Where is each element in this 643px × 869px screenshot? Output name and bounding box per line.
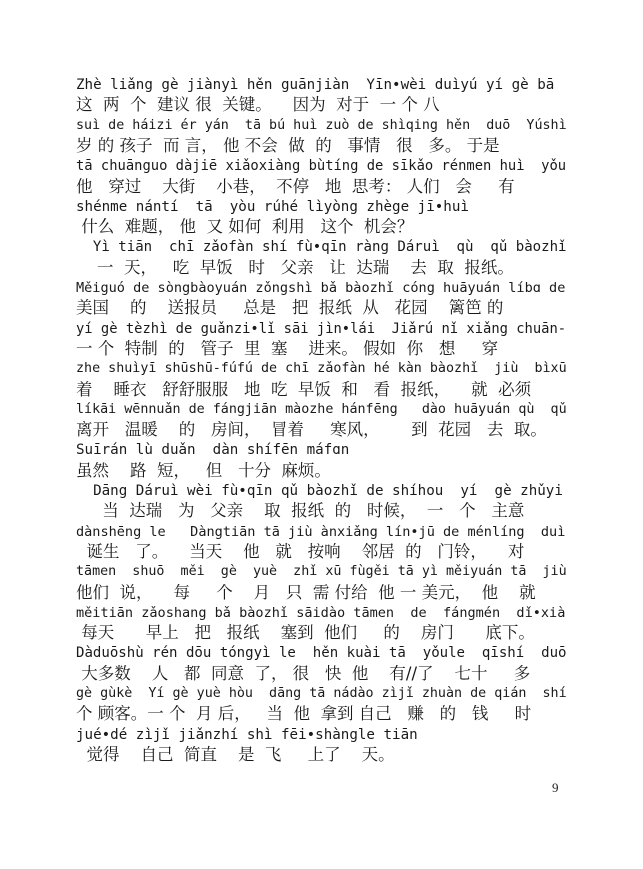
hanzi-text: 着 睡衣 舒舒服服 地 吃 早饭 和 看 报纸， 就 必须 bbox=[76, 379, 532, 399]
pinyin-line bbox=[0, 115, 643, 137]
pinyin-line bbox=[0, 277, 643, 299]
hanzi-line bbox=[0, 257, 643, 279]
pinyin-line bbox=[0, 602, 643, 624]
hanzi-text: 当 达瑞 为 父亲 取 报纸 的 时候， 一 个 主意 bbox=[76, 501, 525, 521]
hanzi-text: 诞生 了。 当天 他 就 按响 邻居 的 门铃， 对 bbox=[76, 541, 525, 561]
pinyin-line bbox=[0, 724, 643, 746]
pinyin-line bbox=[0, 196, 643, 218]
pinyin-text: Yì tiān chī zǎofàn shí fù•qīn ràng Dáruì qù qǔ bàozhǐ bbox=[76, 239, 567, 256]
pinyin-text: jué•dé zìjǐ jiǎnzhí shì fēi•shàngle tiān bbox=[76, 726, 418, 743]
hanzi-text: 什么 难题， 他 又 如何 利用 这个 机会？ bbox=[76, 217, 414, 237]
hanzi-text: 一 天， 吃 早饭 时 父亲 让 达瑞 去 取 报纸。 bbox=[76, 257, 514, 277]
hanzi-line bbox=[0, 297, 643, 319]
hanzi-line bbox=[0, 94, 643, 116]
pinyin-line bbox=[0, 318, 643, 340]
hanzi-line bbox=[0, 744, 643, 766]
pinyin-line bbox=[0, 683, 643, 705]
hanzi-text: 个 顾客。一 个 月 后， 当 他 拿到 自己 赚 的 钱 时 bbox=[76, 704, 532, 724]
hanzi-line bbox=[0, 582, 643, 604]
hanzi-line bbox=[0, 419, 643, 441]
pinyin-line bbox=[0, 642, 643, 664]
pinyin-line bbox=[0, 439, 643, 461]
hanzi-line bbox=[0, 216, 643, 238]
pinyin-text: tāmen shuō měi gè yuè zhǐ xū fùgěi tā yì měiyuán tā jiù bbox=[76, 564, 567, 580]
hanzi-line bbox=[0, 663, 643, 685]
hanzi-text: 美国 的 送报员 总是 把 报纸 从 花园 篱笆 的 bbox=[76, 298, 504, 318]
pinyin-text: yí gè tèzhì de guǎnzi•lǐ sāi jìn•lái Jiǎrú nǐ xiǎng chuān- bbox=[76, 320, 567, 337]
hanzi-text: 虽然 路 短， 但 十分 麻烦。 bbox=[76, 460, 331, 480]
pinyin-text: Dāng Dáruì wèi fù•qīn qǔ bàozhǐ de shíhou yí gè zhǔyi bbox=[76, 483, 563, 499]
pinyin-line bbox=[0, 155, 643, 177]
hanzi-text: 一 个 特制 的 管子 里 塞 进来。 假如 你 想 穿 bbox=[76, 338, 499, 358]
hanzi-line bbox=[0, 622, 643, 644]
pinyin-text: líkāi wēnnuǎn de fángjiān màozhe hánfēng dào huāyuán qù qǔ bbox=[76, 401, 567, 417]
pinyin-line bbox=[0, 561, 643, 583]
hanzi-line bbox=[0, 703, 643, 725]
pinyin-text: zhe shuìyī shūshū-fúfú de chī zǎofàn hé kàn bàozhǐ jiù bìxū bbox=[76, 361, 567, 377]
pinyin-line bbox=[0, 521, 643, 543]
hanzi-text: 他 穿过 大街 小巷， 不停 地 思考： 人们 会 有 bbox=[76, 176, 515, 196]
hanzi-line bbox=[0, 176, 643, 198]
pinyin-text: Dàduōshù rén dōu tóngyì le hěn kuài tā yǒule qīshí duō bbox=[76, 645, 567, 662]
hanzi-line bbox=[0, 135, 643, 157]
hanzi-text: 觉得 自己 简直 是 飞 上了 天。 bbox=[76, 744, 395, 764]
hanzi-text: 这 两 个 建议 很 关键。 因为 对于 一 个 八 bbox=[76, 95, 440, 115]
hanzi-line bbox=[0, 338, 643, 360]
hanzi-line bbox=[0, 500, 643, 522]
pinyin-line bbox=[0, 480, 643, 502]
hanzi-line bbox=[0, 379, 643, 401]
pinyin-text: gè gùkè Yí gè yuè hòu dāng tā nádào zìjǐ zhuàn de qián shí bbox=[76, 686, 567, 701]
pinyin-text: Měiguó de sòngbàoyuán zǒngshì bǎ bàozhǐ cóng huāyuán líbɑ de bbox=[76, 280, 566, 296]
hanzi-text: 每天 早上 把 报纸 塞到 他们 的 房门 底下。 bbox=[76, 623, 535, 643]
pinyin-text: dànshēng le Dàngtiān tā jiù ànxiǎng lín•jū de ménlíng duì bbox=[76, 523, 566, 540]
hanzi-text: 他们 说， 每 个 月 只 需 付给 他 一 美元， 他 就 bbox=[76, 582, 536, 602]
pinyin-line bbox=[0, 74, 643, 96]
hanzi-line bbox=[0, 541, 643, 563]
pinyin-line bbox=[0, 236, 643, 258]
hanzi-text: 岁 的 孩子 而 言， 他 不会 做 的 事情 很 多。 于是 bbox=[76, 135, 500, 155]
pinyin-text: suì de háizi ér yán tā bú huì zuò de shìqing hěn duō Yúshì bbox=[76, 117, 567, 133]
pinyin-text: tā chuānguo dàjiē xiǎoxiàng bùtíng de sīkǎo rénmen huì yǒu bbox=[76, 158, 567, 175]
pinyin-text: shénme nántí tā yòu rúhé lìyòng zhège jī•huì bbox=[76, 198, 469, 215]
hanzi-text: 大多数 人 都 同意 了， 很 快 他 有//了 七十 多 bbox=[76, 663, 531, 683]
pinyin-text: Zhè liǎng gè jiànyì hěn guānjiàn Yīn•wèi duìyú yí gè bā bbox=[76, 77, 555, 93]
hanzi-line bbox=[0, 460, 643, 482]
pinyin-text: měitiān zǎoshang bǎ bàozhǐ sāidào tāmen de fángmén dǐ•xià bbox=[76, 604, 566, 621]
hanzi-text: 离开 温暖 的 房间， 冒着 寒风， 到 花园 去 取。 bbox=[76, 420, 547, 440]
pinyin-text: Suīrán lù duǎn dàn shífēn máfɑn bbox=[76, 442, 350, 459]
page-number: 9 bbox=[552, 780, 559, 795]
pinyin-line bbox=[0, 358, 643, 380]
pinyin-line bbox=[0, 399, 643, 421]
